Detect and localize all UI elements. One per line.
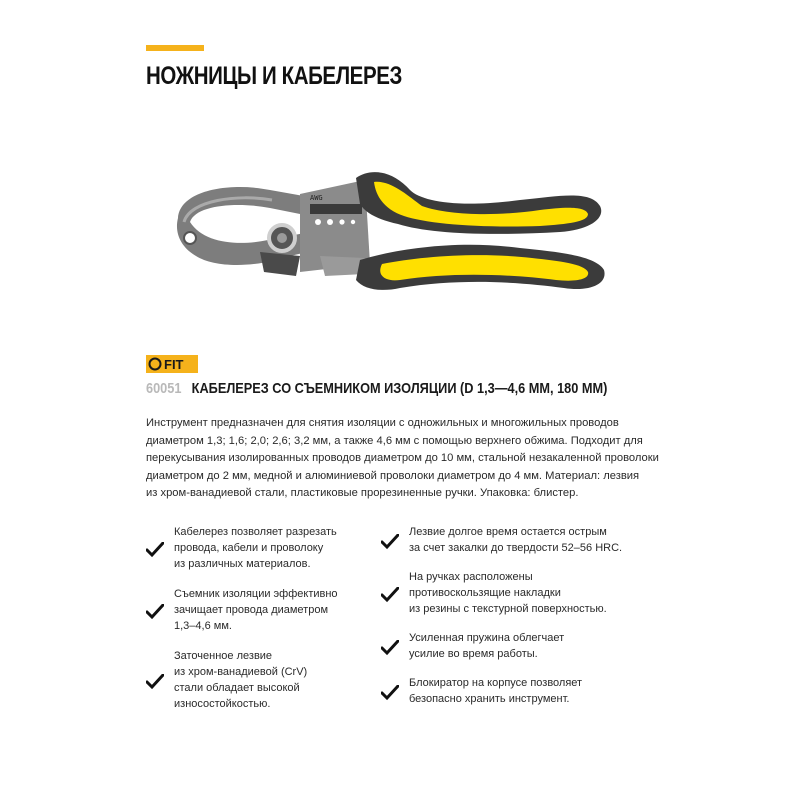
feature-line: Усиленная пружина облегчает [409, 632, 565, 644]
svg-text:AWG: AWG [310, 194, 323, 202]
brand-logo-text: FIT [164, 357, 184, 372]
feature-item [381, 675, 641, 707]
fit-logo [146, 355, 198, 373]
feature-item [381, 630, 641, 662]
checkmark-icon [381, 534, 399, 550]
description-line: из хром-ванадиевой стали, пластиковые прорезиненные ручки. Упаковка: блистер. [146, 487, 579, 499]
checkmark-icon [146, 604, 164, 620]
feature-line: стали обладает высокой [174, 682, 300, 694]
checkmark-icon [146, 674, 164, 690]
feature-line: зачищает провода диаметром [174, 604, 329, 616]
feature-item [146, 524, 366, 572]
feature-item [381, 569, 641, 617]
product-heading [146, 380, 607, 398]
product-description [146, 415, 686, 503]
description-line: Инструмент предназначен для снятия изоляции с одножильных и многожильных проводов [146, 417, 619, 429]
checkmark-icon [381, 640, 399, 656]
checkmark-icon [381, 685, 399, 701]
feature-line: Кабелерез позволяет разрезать [174, 526, 337, 538]
feature-line: 1,3–4,6 мм. [174, 620, 232, 632]
description-line: перекусывания изолированных проводов диаметром до 10 мм, стальной незакаленной проволоки [146, 452, 659, 464]
feature-line: Заточенное лезвие [174, 650, 273, 662]
feature-line: Блокиратор на корпусе позволяет [409, 677, 583, 689]
feature-line: усилие во время работы. [409, 648, 538, 660]
feature-line: провода, кабели и проволоку [174, 542, 324, 554]
checkmark-icon [381, 587, 399, 603]
feature-line: износостойкостью. [174, 698, 271, 710]
feature-item [146, 648, 366, 712]
product-sku: 60051 [146, 380, 182, 397]
feature-item [381, 524, 641, 556]
feature-line: противоскользящие накладки [409, 587, 561, 599]
feature-line: из резины с текстурной поверхностью. [409, 603, 607, 615]
features-right [381, 524, 641, 720]
description-line: диаметром 1,3; 1,6; 2,0; 2,6; 3,2 мм, а также 4,6 мм с помощью верхнего обжима. Подходит для [146, 434, 643, 447]
feature-item [146, 586, 366, 634]
feature-line: Съемник изоляции эффективно [174, 588, 338, 600]
feature-line: безопасно хранить инструмент. [409, 693, 570, 705]
feature-line: Лезвие долгое время остается острым [409, 526, 607, 538]
page-title: НОЖНИЦЫ И КАБЕЛЕРЕЗ [146, 62, 402, 90]
cable-cutter-image [160, 160, 640, 310]
feature-line: На ручках расположены [409, 571, 533, 583]
feature-line: из хром-ванадиевой (CrV) [174, 666, 308, 678]
accent-bar [146, 45, 204, 51]
feature-line: за счет закалки до твердости 52–56 HRC. [409, 542, 623, 554]
product-name: КАБЕЛЕРЕЗ СО СЪЕМНИКОМ ИЗОЛЯЦИИ (D 1,3—4,6 ММ, 180 ММ) [191, 380, 608, 397]
checkmark-icon [146, 542, 164, 558]
features-left [146, 524, 366, 726]
feature-line: из различных материалов. [174, 558, 311, 570]
description-line: диаметром до 2 мм, медной и алюминиевой проволоки диаметром до 4 мм. Материал: лезвия [146, 469, 640, 482]
